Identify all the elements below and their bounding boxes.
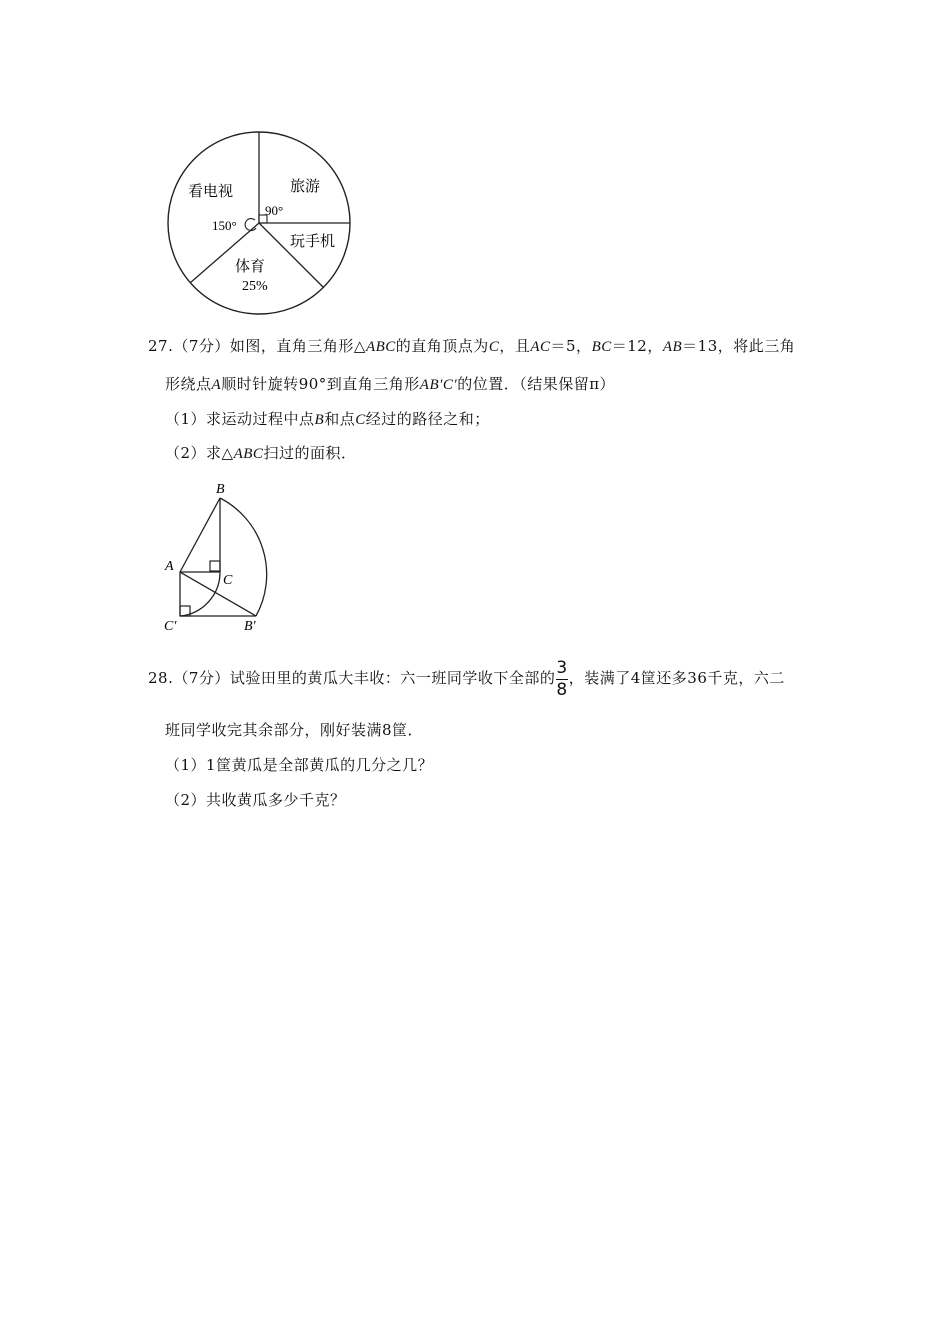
segment-ab-prime [180,572,256,616]
q28-sub-2: （2）共收黄瓜多少千克？ [165,791,346,809]
q27-text: 的位置．（结果保留π） [457,375,616,393]
q27-line-2 [165,373,615,394]
math-ab: AB [662,339,683,355]
math-abc-prime: AB′C′ [419,377,458,393]
sector-label-games: 玩手机 [290,232,336,250]
q28-number: 28. [148,669,174,687]
q27-sub-text: 扫过的面积． [263,444,357,462]
q27-text: 形绕点 [165,375,212,393]
q28-points: （7分） [173,669,230,687]
sector-label-travel: 旅游 [290,177,321,195]
percent-label-sports: 25% [242,279,268,294]
q27-text: 的直角顶点为 [395,337,489,355]
point-label-c: C [223,573,233,588]
arc-c-path [180,572,220,616]
q28-text: ，装满了4筐还多36千克，六二 [568,669,785,687]
math-abc: ABC [233,446,264,462]
sector-label-tv: 看电视 [188,182,234,200]
fraction-denominator: 8 [556,679,568,700]
angle-label-travel: 90° [265,203,284,218]
sector-label-sports: 体育 [235,257,266,275]
q28-line-1 [148,658,785,699]
q27-points: （7分） [173,337,230,355]
q27-line-1 [148,335,795,356]
math-c: C [355,412,366,428]
q27-sub-text: 和点 [324,410,356,428]
q27-text: ＝12， [611,337,663,355]
q27-sub-2 [165,442,356,463]
math-c: C [488,339,500,355]
math-ac: AC [530,339,551,355]
q28-sub-1: （1）1筐黄瓜是全部黄瓜的几分之几？ [165,756,434,774]
math-bc: BC [591,339,612,355]
q27-sub-text: （2）求△ [165,444,234,462]
point-label-b-prime: B′ [244,619,256,634]
fraction-three-eighths [556,657,568,700]
arc-b-path [220,498,267,616]
q27-sub-text: （1）求运动过程中点 [165,410,315,428]
q27-text: ＝13，将此三角 [682,337,796,355]
q27-sub-1 [165,408,490,429]
math-b: B [314,412,325,428]
q27-sub-text: 经过的路径之和； [365,410,490,428]
q27-number: 27. [148,337,174,355]
math-abc: ABC [365,339,396,355]
q27-text: 如图，直角三角形△ [229,337,366,355]
right-angle-mark-c [210,561,220,571]
q28-text: 试验田里的黄瓜大丰收：六一班同学收下全部的 [229,669,556,687]
q27-text: ＝5， [550,337,592,355]
q27-text: 顺时针旋转90°到直角三角形 [221,375,420,393]
math-a: A [211,377,222,393]
point-label-b: B [216,482,225,497]
angle-arc-mark [245,219,256,231]
q27-text: ，且 [499,337,531,355]
point-label-c-prime: C′ [164,619,177,634]
fraction-numerator: 3 [556,657,568,678]
point-label-a: A [165,559,174,574]
q28-line-2: 班同学收完其余部分，刚好装满8筐． [165,721,424,739]
angle-label-tv: 150° [212,218,237,233]
rotation-figure [160,475,280,635]
pie-chart-figure [160,125,360,320]
